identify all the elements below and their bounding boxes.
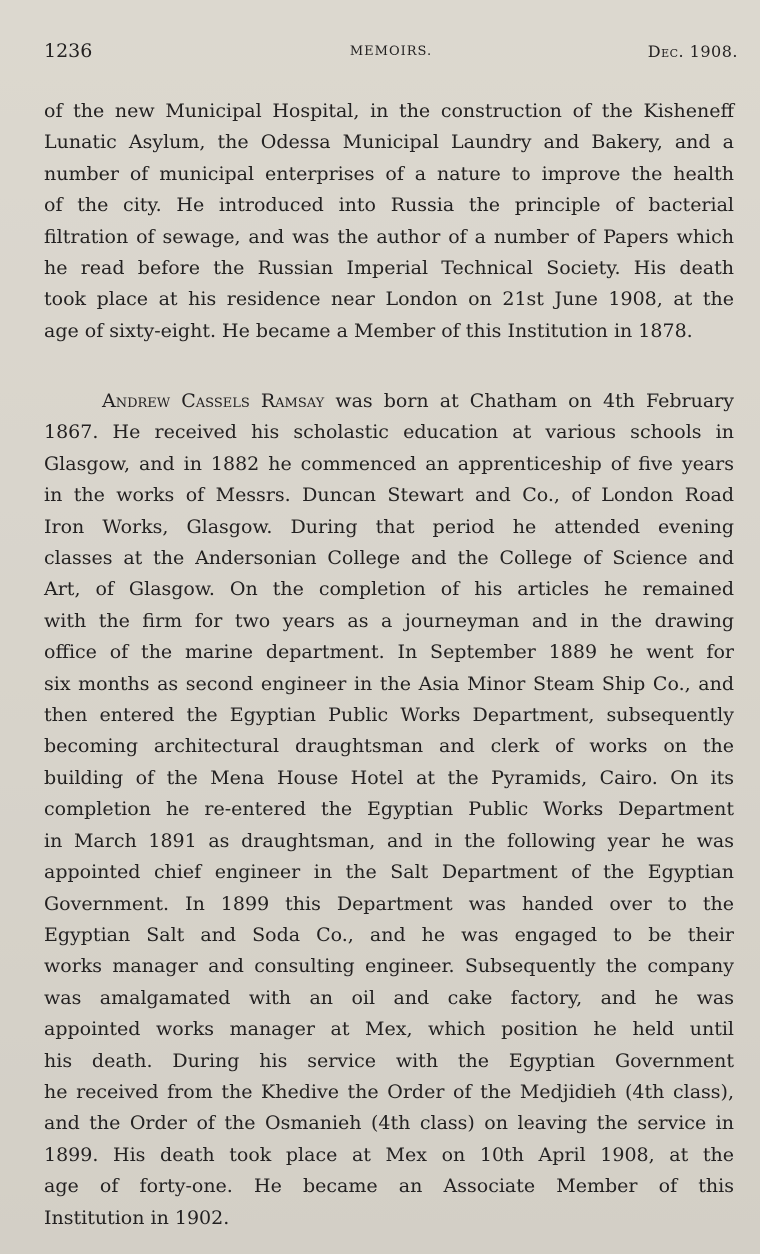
text-line: Glasgow, and in 1882 he commenced an apprenticeship of five years — [44, 452, 734, 475]
text-line: building of the Mena House Hotel at the Pyramids, Cairo. On its — [44, 766, 734, 789]
text-line: and the Order of the Osmanieh (4th class) on leaving the service in — [44, 1112, 734, 1135]
first-line — [44, 386, 734, 417]
text-line: Government. In 1899 this Department was handed over to the — [44, 892, 734, 915]
text-line: number of municipal enterprises of a nature to improve the health — [44, 162, 734, 185]
text-line: Institution in 1902. — [44, 1206, 230, 1229]
memoir-name: Andrew Cassels Ramsay — [102, 390, 325, 412]
page-number: 1236 — [44, 40, 93, 62]
text-line: six months as second engineer in the Asia Minor Steam Ship Co., and — [44, 672, 734, 695]
text-line: was amalgamated with an oil and cake factory, and he was — [44, 986, 734, 1009]
text-line: 1899. His death took place at Mex on 10th April 1908, at the — [44, 1143, 734, 1166]
text-line: he read before the Russian Imperial Technical Society. His death — [44, 257, 734, 280]
running-title: MEMOIRS. — [349, 44, 433, 59]
text-line: his death. During his service with the Egyptian Government — [44, 1049, 734, 1072]
text-line: age of sixty-eight. He became a Member of this Institution in 1878. — [44, 319, 693, 342]
text-line: took place at his residence near London on 21st June 1908, at the — [44, 288, 734, 311]
text-line: then entered the Egyptian Public Works Department, subsequently — [44, 704, 734, 727]
memoir-paragraph-1 — [44, 96, 734, 347]
text-line: appointed chief engineer in the Salt Department of the Egyptian — [44, 861, 734, 884]
text-line: Art, of Glasgow. On the completion of his articles he remained — [44, 578, 734, 601]
text-line: Egyptian Salt and Soda Co., and he was engaged to be their — [44, 923, 734, 946]
text-line: of the city. He introduced into Russia the principle of bacterial — [44, 194, 734, 217]
text-line: completion he re-entered the Egyptian Public Works Department — [44, 798, 734, 821]
text-line: Lunatic Asylum, the Odessa Municipal Laundry and Bakery, and a — [44, 131, 734, 154]
text-line: becoming architectural draughtsman and clerk of works on the — [44, 735, 734, 758]
text-line: classes at the Andersonian College and the College of Science and — [44, 547, 734, 570]
page-header — [44, 40, 738, 66]
text-line: filtration of sewage, and was the author of a number of Papers which — [44, 225, 734, 248]
text-line: 1867. He received his scholastic education at various schools in — [44, 421, 734, 444]
text-line: Iron Works, Glasgow. During that period he attended evening — [44, 515, 734, 538]
text-line: with the firm for two years as a journeyman and in the drawing — [44, 609, 734, 632]
memoir-paragraph-2 — [44, 386, 734, 1234]
text-line: works manager and consulting engineer. Subsequently the company — [44, 955, 734, 978]
first-line-text: was born at Chatham on 4th February — [335, 390, 734, 412]
header-date: Dec. 1908. — [647, 42, 738, 61]
text-line: of the new Municipal Hospital, in the construction of the Kisheneff — [44, 100, 734, 122]
text-line: he received from the Khedive the Order of the Medjidieh (4th class), — [44, 1080, 734, 1103]
text-line: appointed works manager at Mex, which position he held until — [44, 1018, 734, 1041]
text-line: in the works of Messrs. Duncan Stewart and Co., of London Road — [44, 484, 734, 507]
text-line: office of the marine department. In September 1889 he went for — [44, 641, 734, 664]
text-line: age of forty-one. He became an Associate Member of this — [44, 1175, 734, 1198]
text-line: in March 1891 as draughtsman, and in the following year he was — [44, 829, 734, 852]
